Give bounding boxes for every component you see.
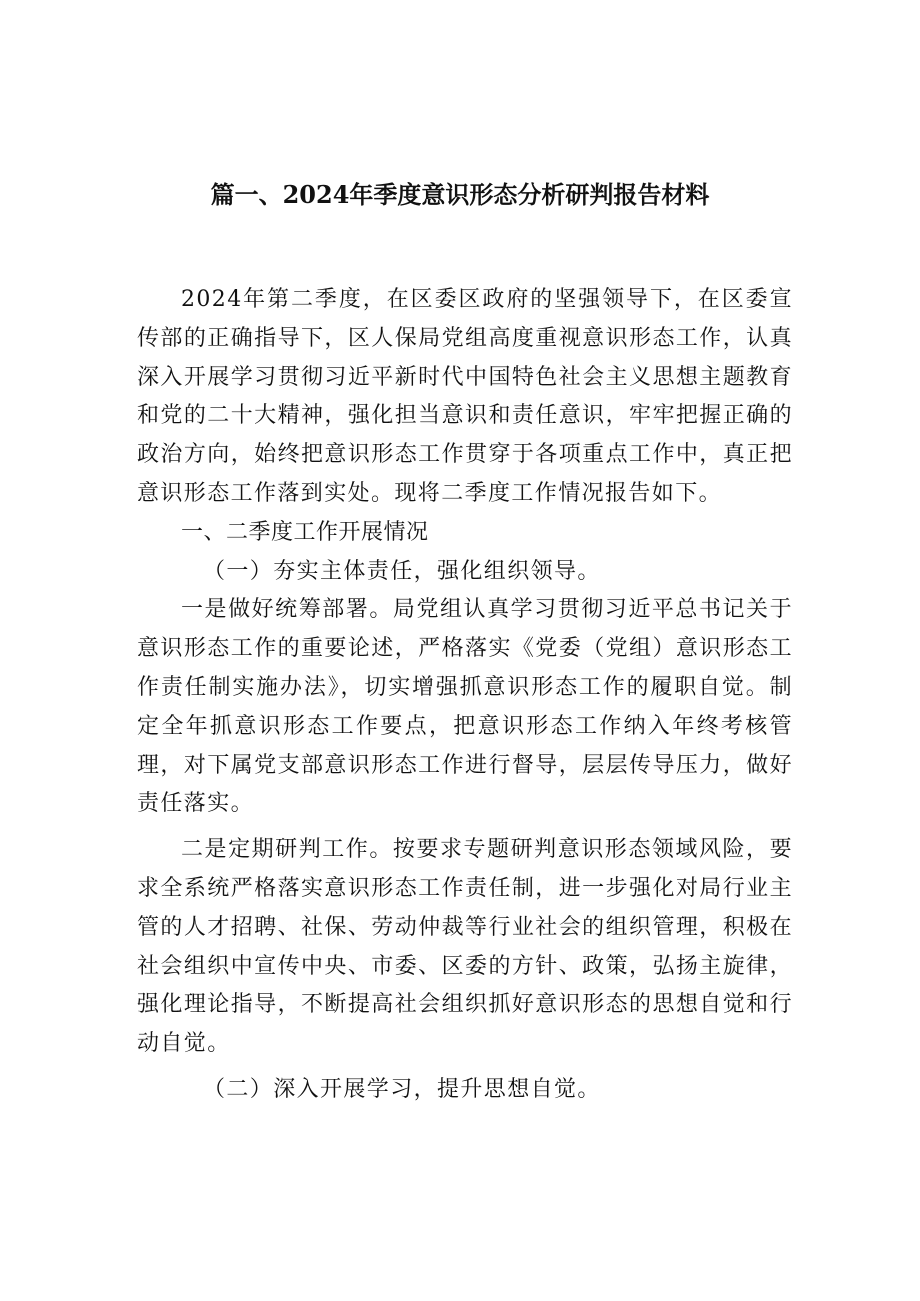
document-title: 篇一、2024年季度意识形态分析研判报告材料 (210, 180, 710, 209)
paragraph-assessment: 二是定期研判工作。按要求专题研判意识形态领域风险，要求全系统严格落实意识形态工作责任制，进一步强化对局行业主管的人才招聘、社保、劳动仲裁等行业社会的组织管理，积极在社会组织中宣传中央、市委、区委的方针、政策，弘扬主旋律，强化理论指导，不断提高社会组织抓好意识形态的思想自觉和行动自觉。 (137, 837, 793, 1057)
subsection-heading-2: （二）深入开展学习，提升思想自觉。 (203, 1076, 601, 1102)
subsection-heading-1: （一）夯实主体责任，强化组织领导。 (203, 558, 601, 584)
paragraph-planning: 一是做好统筹部署。局党组认真学习贯彻习近平总书记关于意识形态工作的重要论述，严格落实《党委（党组）意识形态工作责任制实施办法》，切实增强抓意识形态工作的履职自觉。制定全年抓意识形态工作要点，把意识形态工作纳入年终考核管理，对下属党支部意识形态工作进行督导，层层传导压力，做好责任落实。 (137, 597, 793, 817)
intro-paragraph: 2024年第二季度，在区委区政府的坚强领导下，在区委宣传部的正确指导下，区人保局党组高度重视意识形态工作，认真深入开展学习贯彻习近平新时代中国特色社会主义思想主题教育和党的二十大精神，强化担当意识和责任意识，牢牢把握正确的政治方向，始终把意识形态工作贯穿于各项重点工作中，真正把意识形态工作落到实处。现将二季度工作情况报告如下。 (137, 287, 793, 506)
document-body (137, 281, 793, 1110)
section-heading-1: 一、二季度工作开展情况 (181, 519, 429, 545)
